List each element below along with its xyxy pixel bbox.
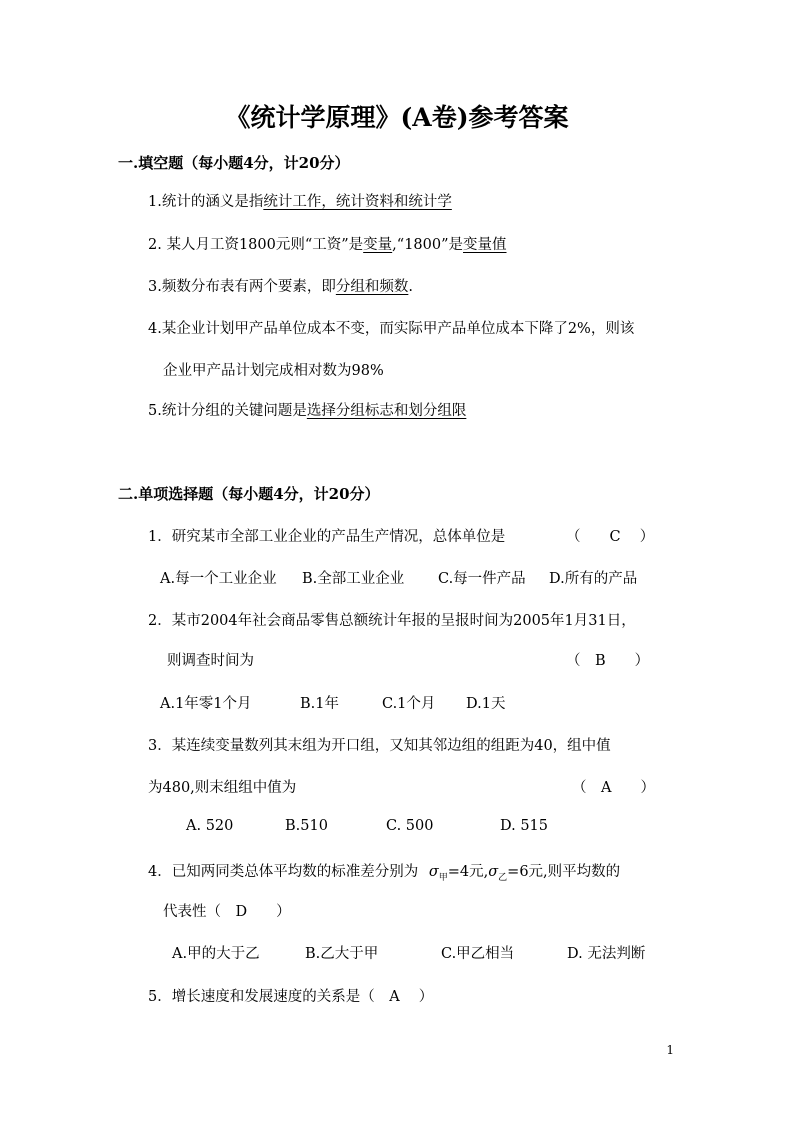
choice-q4-option-a: A.甲的大于乙 [172, 946, 260, 962]
choice-q3-option-b: B.510 [285, 818, 328, 834]
choice-q4-option-d: D. 无法判断 [567, 946, 646, 962]
sigma-symbol-1: σ [428, 864, 439, 880]
page-number: 1 [666, 1043, 674, 1057]
choice-q4-option-c: C.甲乙相当 [441, 946, 515, 962]
choice-q4-option-b: B.乙大于甲 [305, 946, 379, 962]
choice-q1-text: 1．研究某市全部工业企业的产品生产情况，总体单位是 [148, 529, 506, 545]
fill-item-3-text: 3.频数分布表有两个要素，即 [148, 279, 336, 295]
choice-q1-option-d: D.所有的产品 [549, 571, 638, 587]
fill-item-4-line-2: 企业甲产品计划完成相对数为98% [163, 363, 384, 379]
sigma-sub-1: 甲 [438, 872, 448, 883]
section-1-heading: 一.填空题（每小题4分，计20分） [118, 154, 350, 172]
choice-q1-answer: （ C ） [566, 529, 655, 545]
sigma-symbol-2: σ [488, 864, 499, 880]
fill-item-3-answer: 分组和频数 [335, 279, 409, 295]
choice-q1-option-c: C.每一件产品 [438, 571, 526, 587]
choice-q3-line-2: 为480,则末组组中值为 [148, 780, 297, 796]
choice-q1-option-b: B.全部工业企业 [302, 571, 405, 587]
fill-item-1-answer: 统计工作，统计资料和统计学 [263, 194, 452, 210]
fill-item-3 [148, 275, 413, 296]
sigma-sub-2: 乙 [498, 872, 508, 883]
choice-q4-text: 4．已知两同类总体平均数的标准差分别为 [148, 864, 419, 880]
choice-q3-option-a: A. 520 [186, 818, 234, 834]
choice-q2-option-a: A.1年零1个月 [160, 696, 252, 712]
choice-q4-mid: =4元, [447, 864, 489, 880]
fill-item-1 [148, 190, 452, 211]
choice-q2-answer: （ B ） [566, 653, 650, 669]
fill-item-5-answer: 选择分组标志和划分组限 [306, 403, 467, 419]
choice-q4-post: =6元,则平均数的 [507, 864, 621, 880]
page-title: 《统计学原理》(A卷)参考答案 [225, 103, 569, 132]
choice-q4-line-1 [148, 860, 620, 883]
fill-item-2-answer-2: 变量值 [463, 237, 507, 253]
fill-item-3-post: . [408, 279, 413, 295]
choice-q2-line-2: 则调查时间为 [167, 653, 254, 669]
choice-q1-option-a: A.每一个工业企业 [160, 571, 277, 587]
fill-item-2-text: 2. 某人月工资1800元则“工资”是 [148, 237, 364, 253]
fill-item-5-text: 5.统计分组的关键问题是 [148, 403, 307, 419]
fill-item-5 [148, 399, 466, 420]
fill-item-4-line-1: 4.某企业计划甲产品单位成本不变，而实际甲产品单位成本下降了2%，则该 [148, 321, 635, 337]
choice-q5-text: 5．增长速度和发展速度的关系是（ A ） [148, 989, 434, 1005]
fill-item-2-answer-1: 变量 [363, 237, 393, 253]
choice-q3-answer: （ A ） [572, 780, 655, 796]
choice-q2-option-d: D.1天 [466, 696, 506, 712]
choice-q3-option-d: D. 515 [500, 818, 549, 834]
choice-q2-line-1: 2．某市2004年社会商品零售总额统计年报的呈报时间为2005年1月31日， [148, 613, 636, 629]
fill-item-1-text: 1.统计的涵义是指 [148, 194, 264, 210]
section-2-heading: 二.单项选择题（每小题4分，计20分） [118, 485, 380, 503]
fill-item-2 [148, 233, 507, 254]
choice-q4-line-2: 代表性（ D ） [163, 904, 291, 920]
fill-item-2-mid: ,“1800”是 [392, 237, 464, 253]
choice-q3-line-1: 3．某连续变量数列其末组为开口组，又知其邻边组的组距为40，组中值 [148, 738, 611, 754]
choice-q3-option-c: C. 500 [386, 818, 434, 834]
choice-q2-option-c: C.1个月 [382, 696, 436, 712]
choice-q2-option-b: B.1年 [300, 696, 339, 712]
